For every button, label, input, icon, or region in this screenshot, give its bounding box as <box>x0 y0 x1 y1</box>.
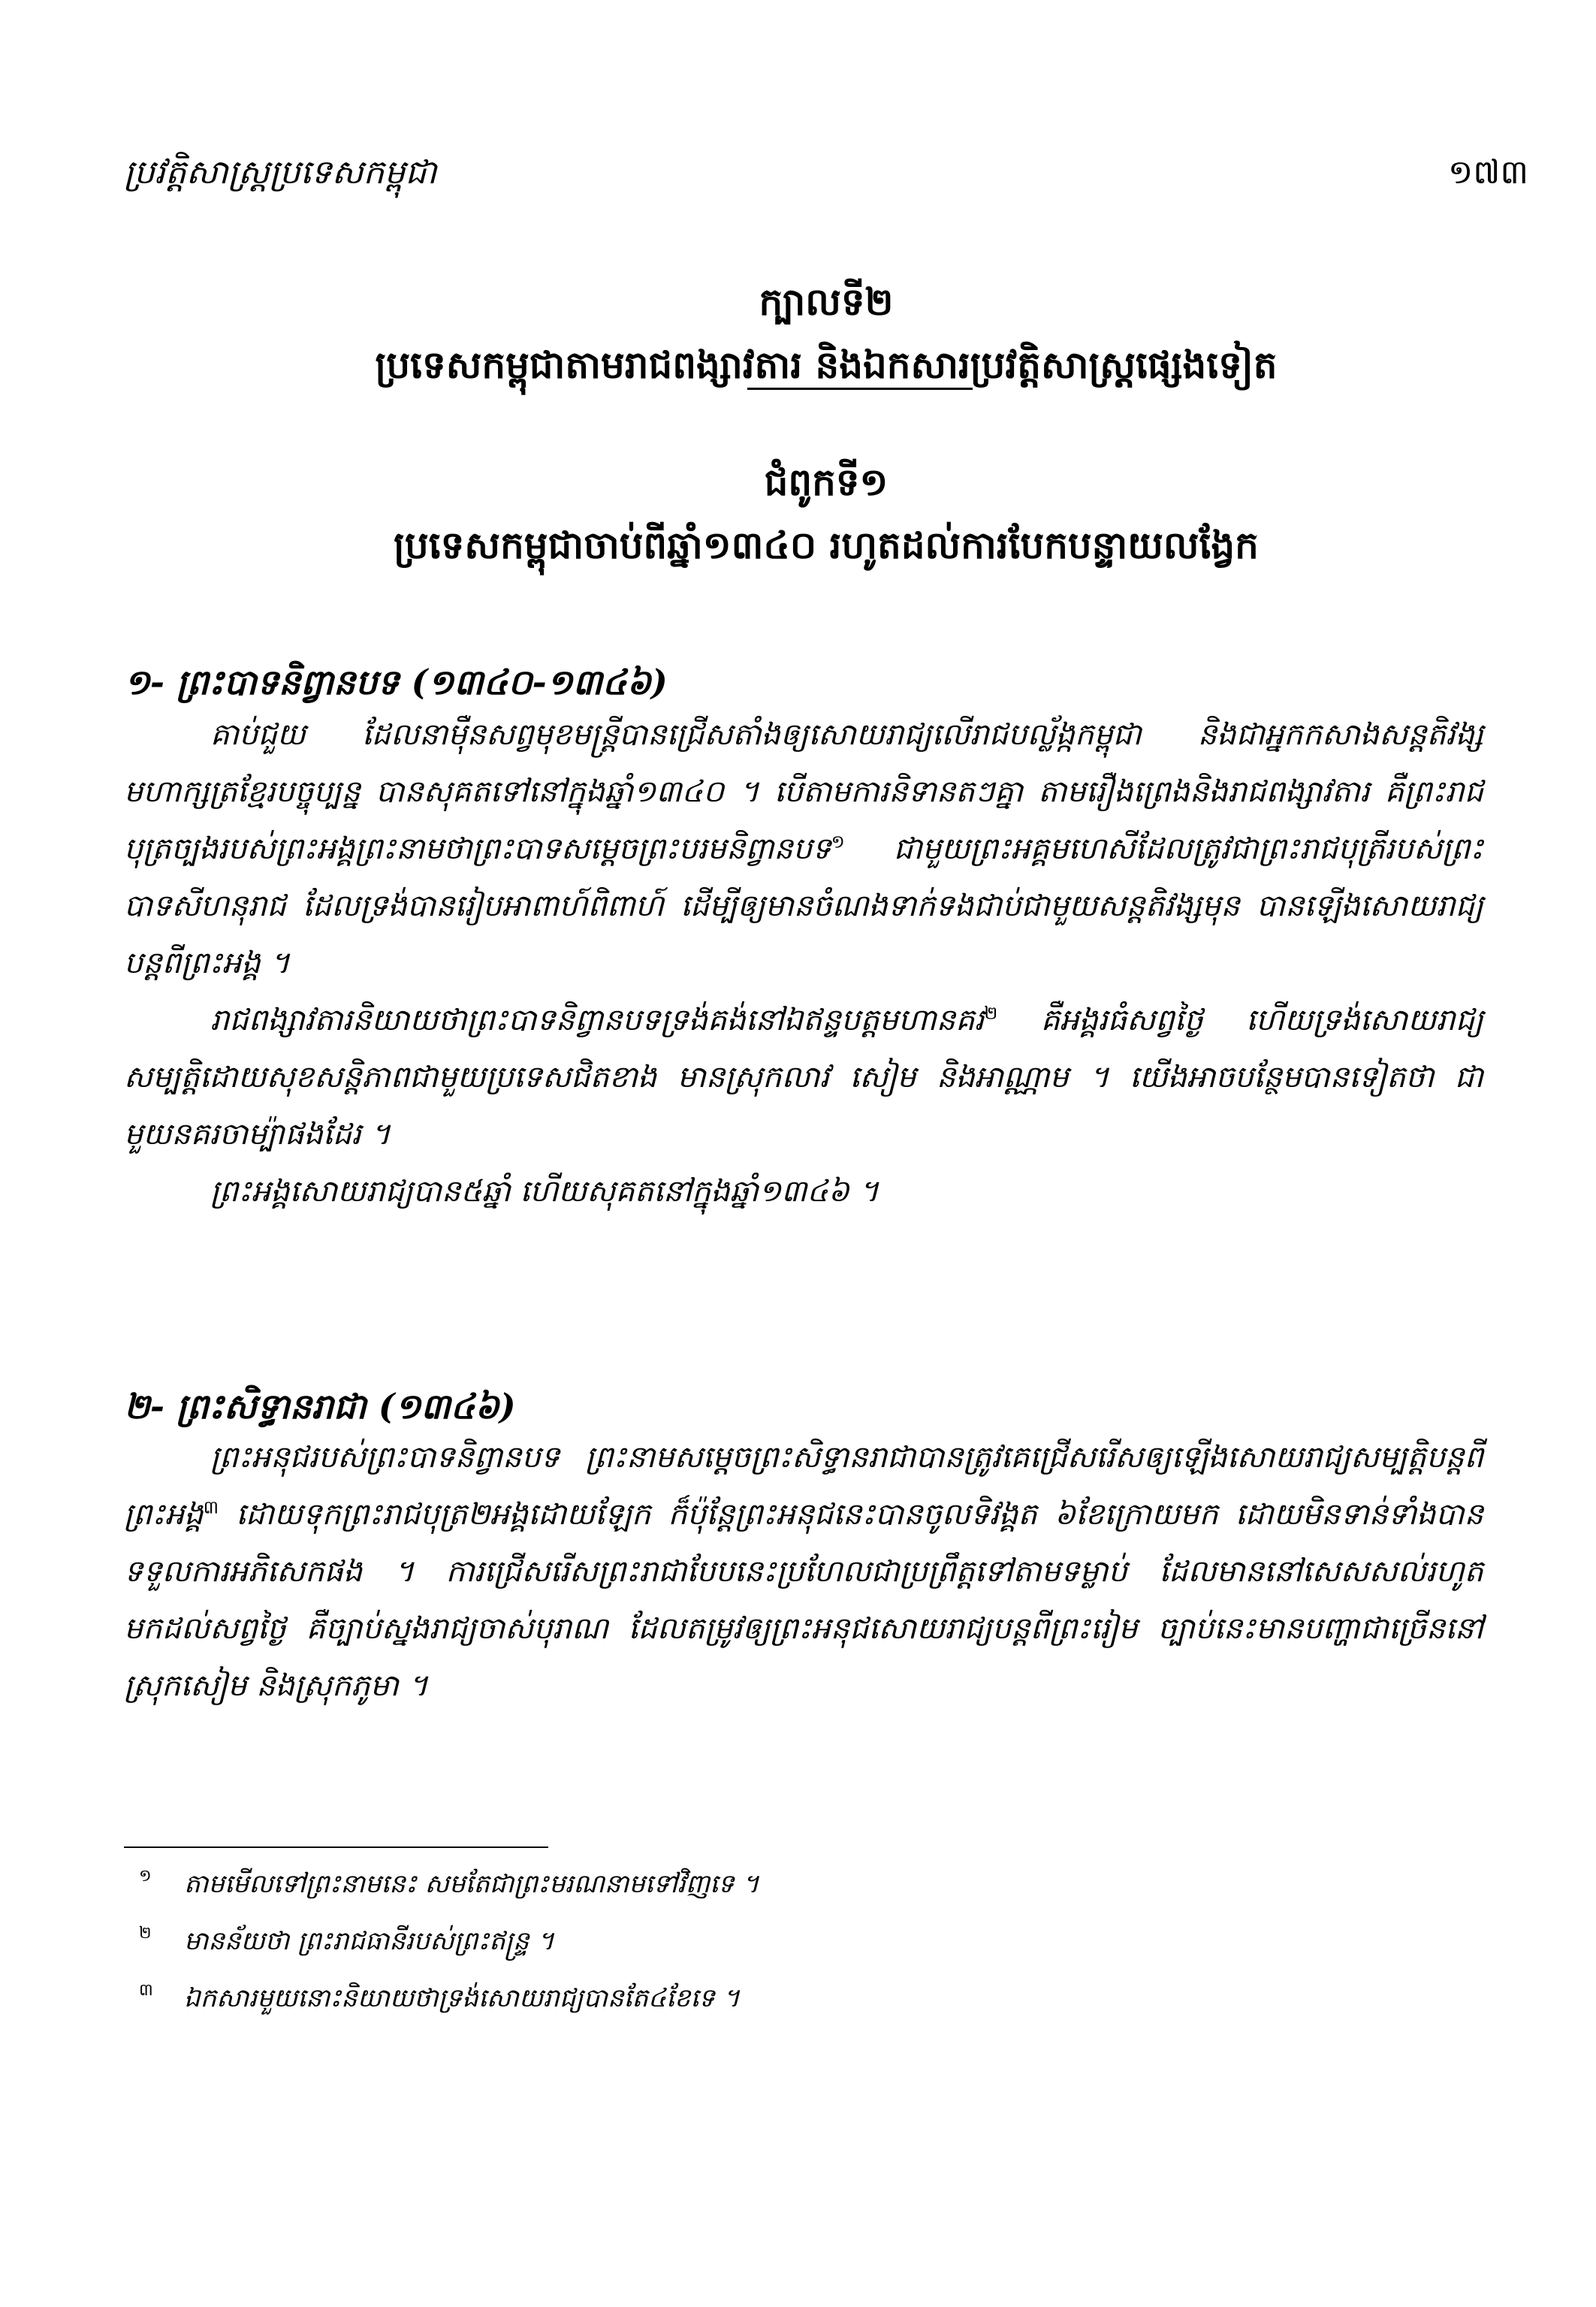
paragraph-text: គាប់ជួយ ដែលនាម៉ឺនសព្វមុខមន្ត្រីបានជ្រើសតាំងឲ្យសោយរាជ្យលើរាជបល្ល័ង្កកម្ពុជា និងជាអ្នកកសាងសន្តតិវង្សមហាក្សត្រខ្មែរបច្ចុប្បន្ន បានសុគតទៅនៅក្នុងឆ្នាំ១៣៤០ ។ បើតាមការនិទានតៗគ្នា តាមរឿងព្រេងនិងរាជពង្សាវតារ គឺព្រះរាជបុត្រច្បងរបស់ព្រះអង្គព្រះនាមថាព្រះបាទសម្តេចព្រះបរមនិព្វានបទ <box>124 717 1483 866</box>
footnote-text: ឯកសារមួយនោះនិយាយថាទ្រង់សោយរាជ្យបានតែ៤ខែទេ ។ <box>184 1983 740 2013</box>
subsection-heading-2: ២- ព្រះសិទ្ធានរាជា (១៣៤៦) <box>124 1386 516 1427</box>
footnote-text: មានន័យថា ព្រះរាជធានីរបស់ព្រះឥន្ទ្រ ។ <box>184 1926 554 1956</box>
footnote-marker: ២ <box>139 1924 152 1943</box>
footnote-1 <box>124 1856 1483 1913</box>
subsection-body-2 <box>124 1429 1483 1714</box>
page-number: ១៧៣ <box>1448 153 1528 192</box>
subsection-body-1 <box>124 706 1483 1220</box>
running-header <box>124 150 1528 203</box>
paragraph <box>124 1163 1483 1220</box>
footnote-3 <box>124 1970 1483 2027</box>
paragraph-text: គឺអង្គរធំសព្វថ្ងៃ ហើយទ្រង់សោយរាជ្យសម្បត្តិដោយសុខសន្តិភាពជាមួយប្រទេសជិតខាង មានស្រុកលាវ សៀម និងអាណ្ណាម ។ យើងអាចបន្ថែមបានទៀតថា ជាមួយនគរចាម្ប៉ាផងដែរ ។ <box>124 1003 1484 1152</box>
chapter-heading <box>124 270 1528 399</box>
footnote-marker: ១ <box>139 1867 152 1886</box>
paragraph-text: រាជពង្សាវតារនិយាយថាព្រះបាទនិព្វានបទទ្រង់គង់នៅឯឥន្ទបត្តមហានគរ <box>210 1003 985 1037</box>
footnote-reference: ៣ <box>203 1496 219 1518</box>
footnote-reference: ១ <box>831 831 845 853</box>
paragraph <box>124 706 1483 992</box>
footnote-marker: ៣ <box>139 1981 153 2000</box>
section-heading <box>124 451 1528 577</box>
paragraph-text: ជាមួយព្រះអគ្គមហេសីដែលត្រូវជាព្រះរាជបុត្រីរបស់ព្រះបាទសីហនុរាជ ដែលទ្រង់បានរៀបអាពាហ៍ពិពាហ៍ ដើម្បីឲ្យមានចំណងទាក់ទងជាប់ជាមួយសន្តតិវង្សមុន បានឡើងសោយរាជ្យបន្តពីព្រះអង្គ ។ <box>124 832 1483 980</box>
paragraph <box>124 1429 1483 1714</box>
chapter-label: ក្បាលទី២ <box>759 279 894 324</box>
section-title: ប្រទេសកម្ពុជាចាប់ពីឆ្នាំ១៣៤០ រហូតដល់ការបែកបន្ទាយលង្វែក <box>394 523 1259 567</box>
footnote-2 <box>124 1913 1483 1970</box>
paragraph-text: ព្រះអនុជរបស់ព្រះបាទនិព្វានបទ ព្រះនាមសម្តេចព្រះសិទ្ធានរាជាបានត្រូវគេជ្រើសរើសឲ្យឡើងសោយរាជ្យសម្បត្តិបន្តពីព្រះអង្គ <box>124 1440 1483 1532</box>
paragraph-text: ព្រះអង្គសោយរាជ្យបាន៥ឆ្នាំ ហើយសុគតនៅក្នុងឆ្នាំ១៣៤៦ ។ <box>210 1174 879 1209</box>
footnotes <box>124 1856 1483 2027</box>
paragraph <box>124 992 1483 1163</box>
paragraph-text: ដោយទុកព្រះរាជបុត្រ២អង្គដោយឡែក ក៏ប៉ុន្តែព្រះអនុជនេះបានចូលទិវង្គត ៦ខែក្រោយមក ដោយមិនទាន់ទាំងបានទទួលការអភិសេកផង ។ ការជ្រើសរើសព្រះរាជាបែបនេះប្រហែលជាប្រព្រឹត្តទៅតាមទម្លាប់ ដែលមាននៅសេសសល់រហូតមកដល់សព្វថ្ងៃ គឺច្បាប់ស្នងរាជ្យចាស់បុរាណ ដែលតម្រូវឲ្យព្រះអនុជសោយរាជ្យបន្តពីព្រះរៀម ច្បាប់នេះមានបញ្ហាជាច្រើននៅស្រុកសៀម និងស្រុកភូមា ។ <box>124 1497 1483 1703</box>
footnote-text: តាមមើលទៅព្រះនាមនេះ សមតែជាព្រះមរណនាមទៅវិញទេ ។ <box>184 1869 759 1899</box>
footnote-reference: ២ <box>984 1002 998 1024</box>
running-header-title: ប្រវត្តិសាស្ត្រប្រទេសកម្ពុជា <box>124 153 437 192</box>
chapter-title-underline <box>747 388 973 390</box>
footnote-separator <box>124 1847 548 1848</box>
chapter-title: ប្រទេសកម្ពុជាតាមរាជពង្សាវតារ និងឯកសារប្រវត្តិសាស្ត្រផ្សេងទៀត <box>375 343 1278 387</box>
section-label: ជំពូកទី១ <box>764 460 889 504</box>
subsection-heading-1: ១- ព្រះបាទនិព្វានបទ (១៣៤០-១៣៤៦) <box>124 662 668 702</box>
